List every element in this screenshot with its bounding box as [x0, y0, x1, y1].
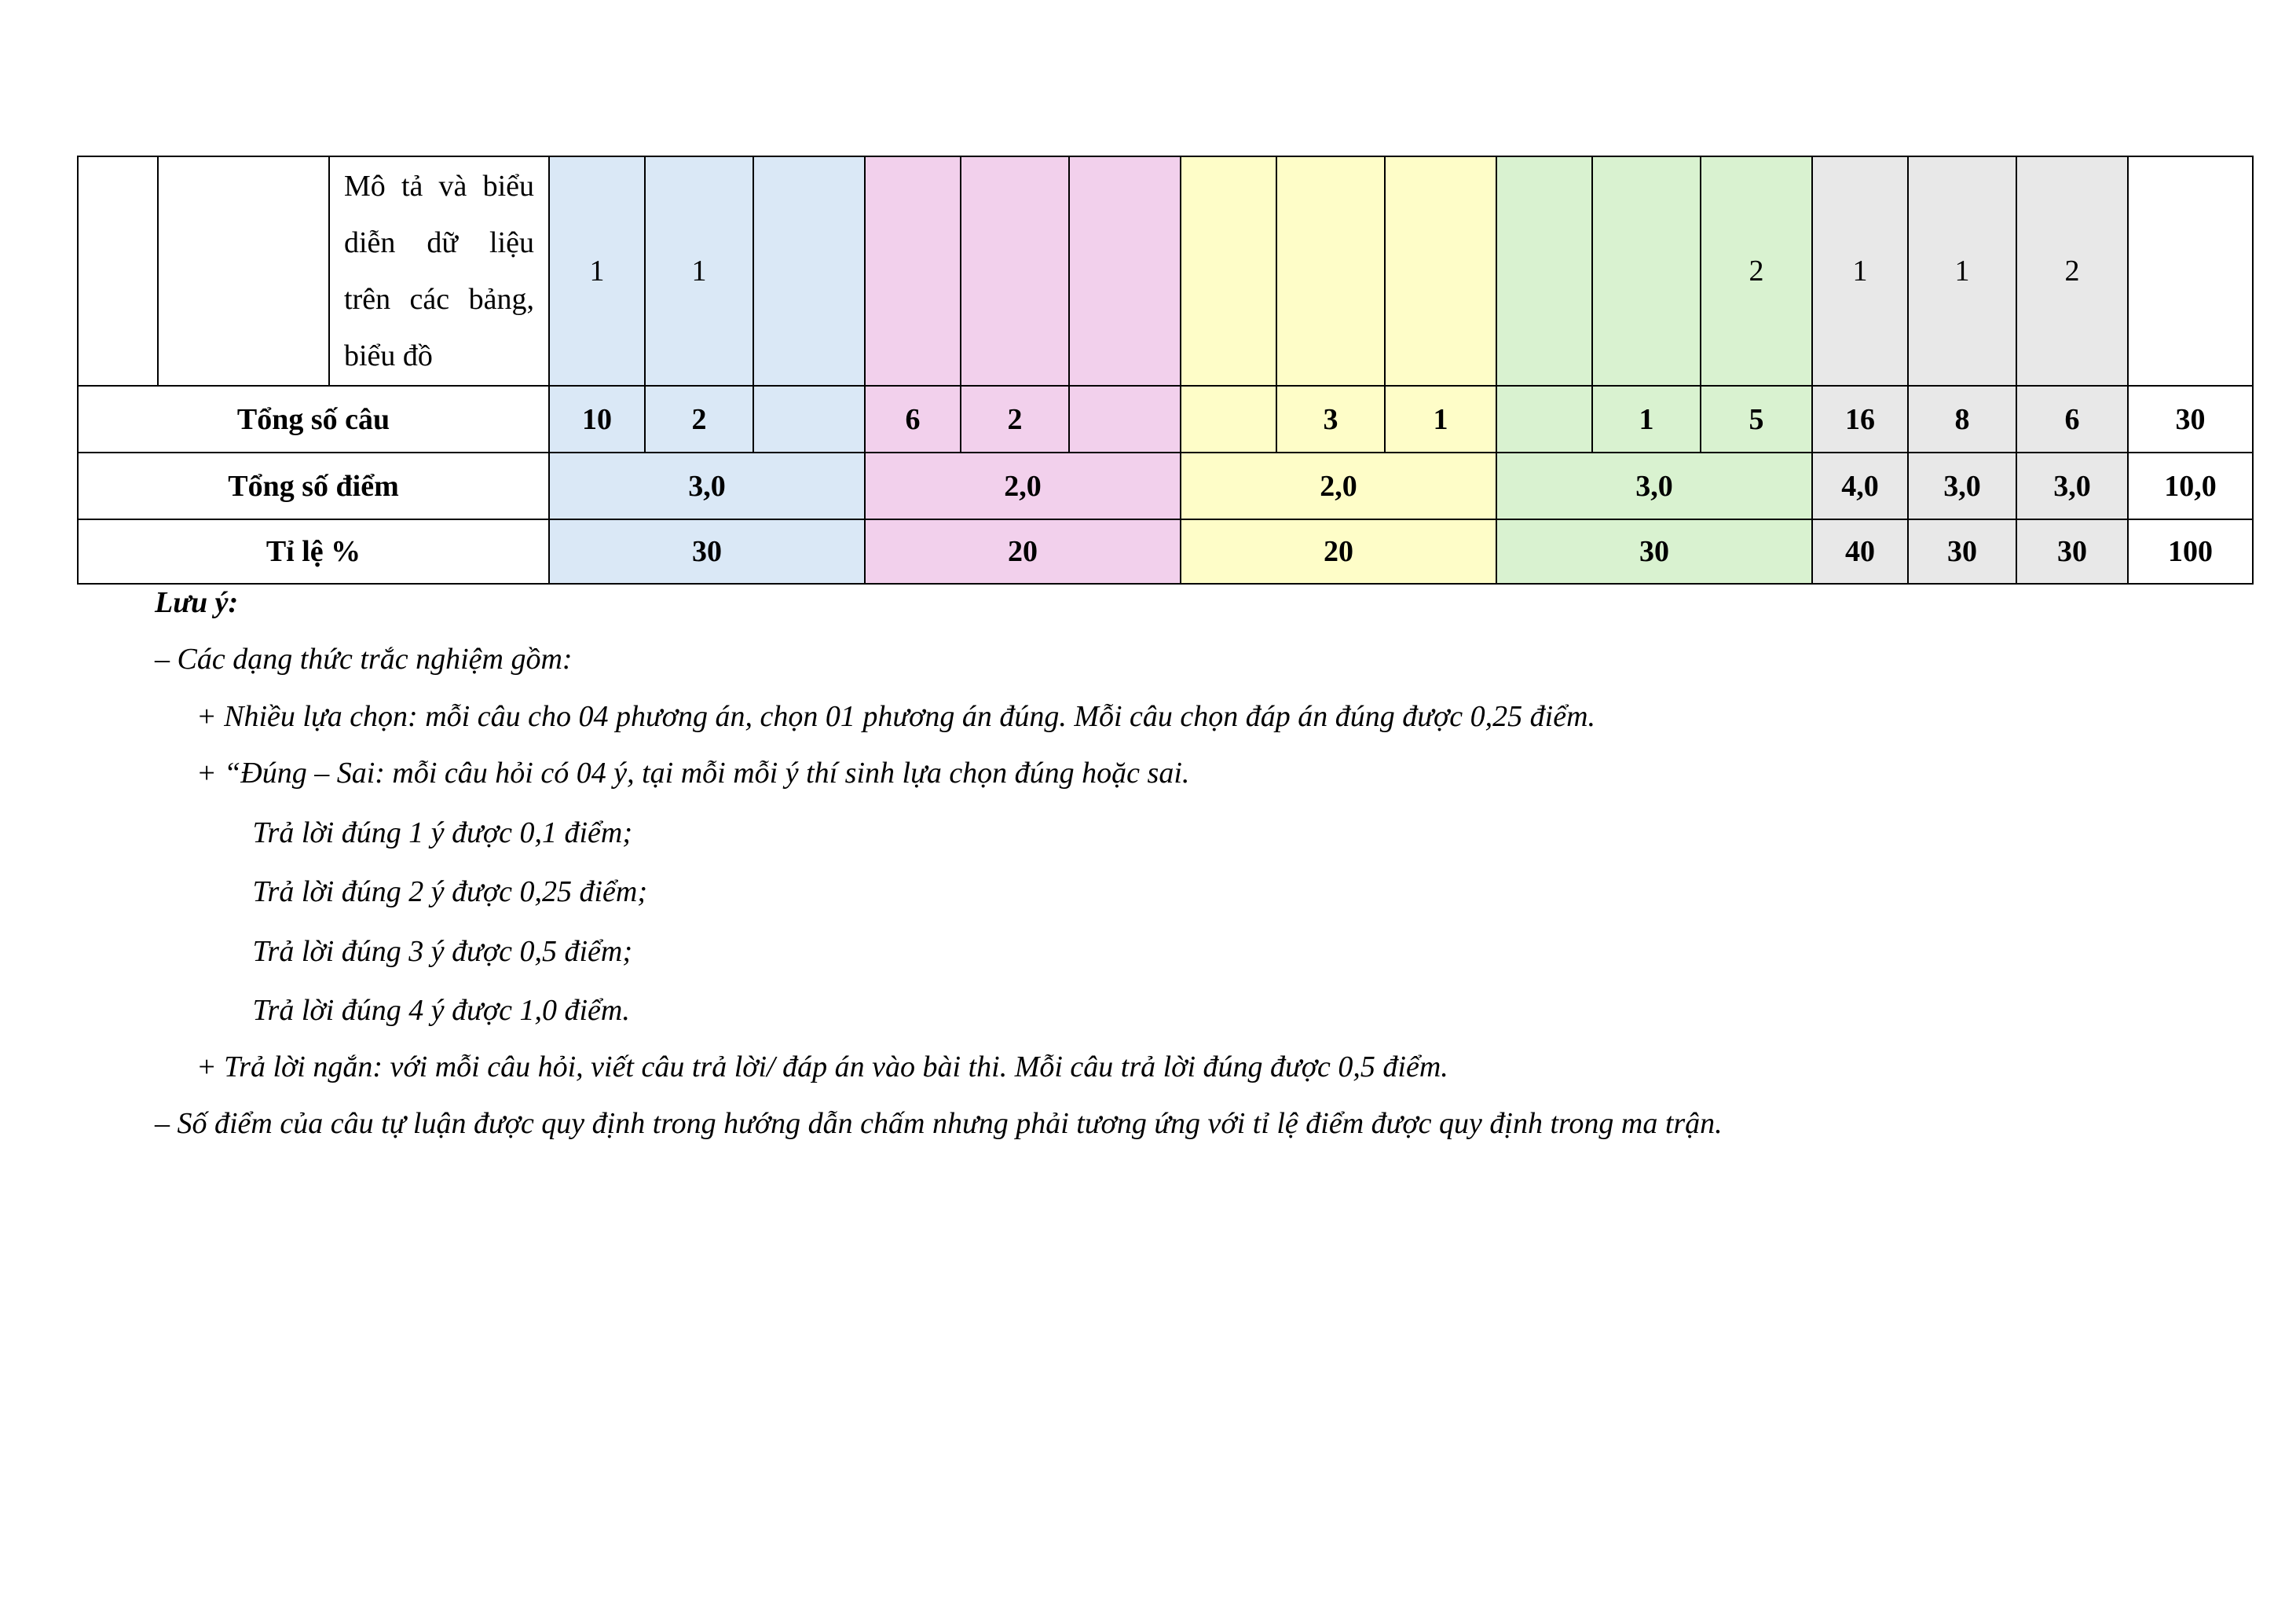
table-cell: 10,0: [2128, 453, 2253, 519]
notes-line: + Nhiều lựa chọn: mỗi câu cho 04 phương án, chọn 01 phương án đúng. Mỗi câu chọn đáp án đúng được 0,25 điểm.: [196, 700, 1596, 733]
table-cell: [753, 386, 865, 453]
table-cell: [2128, 156, 2253, 386]
row-label-percent: Tỉ lệ %: [78, 519, 549, 584]
table-cell: 10: [549, 386, 645, 453]
empty-cell: [158, 156, 329, 386]
description-line: diễn dữ liệu: [344, 226, 534, 259]
table-cell: [1276, 156, 1385, 386]
table-cell: 2: [1701, 156, 1812, 386]
table-row-total-questions: [78, 386, 2253, 453]
description-line: trên các bảng,: [344, 283, 534, 316]
table-cell: 4,0: [1812, 453, 1908, 519]
notes-line: + Trả lời ngắn: với mỗi câu hỏi, viết câu trả lời/ đáp án vào bài thi. Mỗi câu trả lời đúng được 0,5 điểm.: [196, 1050, 1448, 1083]
bullet-text: Trả lời đúng 2 ý được 0,25 điểm;: [252, 875, 647, 908]
table-cell: 1: [1592, 386, 1701, 453]
description-cell: [329, 156, 549, 386]
table-cell: 30: [549, 519, 865, 584]
table-cell: 16: [1812, 386, 1908, 453]
table-cell: 2: [645, 386, 753, 453]
table-cell: [1496, 386, 1592, 453]
table-row-percent: [78, 519, 2253, 584]
question-matrix-table: [77, 156, 2254, 585]
table-cell: 5: [1701, 386, 1812, 453]
table-cell: 2: [2016, 156, 2128, 386]
table-cell: [753, 156, 865, 386]
table-cell: 6: [2016, 386, 2128, 453]
empty-cell: [78, 156, 158, 386]
table-cell: 3: [1276, 386, 1385, 453]
table-cell: 3,0: [2016, 453, 2128, 519]
notes-line: + “Đúng – Sai: mỗi câu hỏi có 04 ý, tại mỗi mỗi ý thí sinh lựa chọn đúng hoặc sai.: [196, 757, 1190, 790]
bullet-text: Trả lời đúng 1 ý được 0,1 điểm;: [252, 816, 632, 849]
table-cell: 30: [2016, 519, 2128, 584]
table-cell: 2: [961, 386, 1069, 453]
notes-line: – Số điểm của câu tự luận được quy định trong hướng dẫn chấm nhưng phải tương ứng với tỉ lệ điểm được quy định trong ma trận.: [155, 1107, 1723, 1140]
table-cell: [865, 156, 961, 386]
bullet-item: [225, 934, 632, 969]
table-cell: [1181, 156, 1276, 386]
table-cell: [1592, 156, 1701, 386]
table-cell: 1: [549, 156, 645, 386]
table-cell: 2,0: [865, 453, 1181, 519]
bullet-text: Trả lời đúng 3 ý được 0,5 điểm;: [252, 935, 632, 968]
table-cell: 100: [2128, 519, 2253, 584]
row-label-total-questions: Tổng số câu: [78, 386, 549, 453]
table-cell: [1069, 156, 1181, 386]
table-cell: 6: [865, 386, 961, 453]
row-label-total-points: Tổng số điểm: [78, 453, 549, 519]
table-cell: 3,0: [549, 453, 865, 519]
table-cell: 30: [1908, 519, 2016, 584]
table-cell: 3,0: [1908, 453, 2016, 519]
table-cell: 1: [1385, 386, 1496, 453]
bullet-text: Trả lời đúng 4 ý được 1,0 điểm.: [252, 994, 630, 1027]
table-cell: 1: [1812, 156, 1908, 386]
table-cell: 30: [2128, 386, 2253, 453]
table-cell: [1181, 386, 1276, 453]
bullet-item: [225, 993, 630, 1028]
table-cell: 20: [865, 519, 1181, 584]
table-row-data-description: [78, 156, 2253, 386]
description-line: biểu đồ: [344, 339, 433, 372]
table-cell: [1069, 386, 1181, 453]
notes-heading: Lưu ý:: [155, 586, 239, 619]
table-cell: 20: [1181, 519, 1496, 584]
table-cell: [961, 156, 1069, 386]
table-cell: 3,0: [1496, 453, 1812, 519]
table-row-total-points: [78, 453, 2253, 519]
table-cell: 40: [1812, 519, 1908, 584]
table-cell: 1: [645, 156, 753, 386]
notes-line: – Các dạng thức trắc nghiệm gồm:: [155, 643, 573, 676]
bullet-item: [225, 874, 647, 909]
table-cell: [1496, 156, 1592, 386]
table-cell: 1: [1908, 156, 2016, 386]
description-line: Mô tả và biểu: [344, 170, 534, 203]
table-cell: [1385, 156, 1496, 386]
table-cell: 2,0: [1181, 453, 1496, 519]
table-cell: 8: [1908, 386, 2016, 453]
bullet-item: [225, 816, 632, 850]
table-cell: 30: [1496, 519, 1812, 584]
